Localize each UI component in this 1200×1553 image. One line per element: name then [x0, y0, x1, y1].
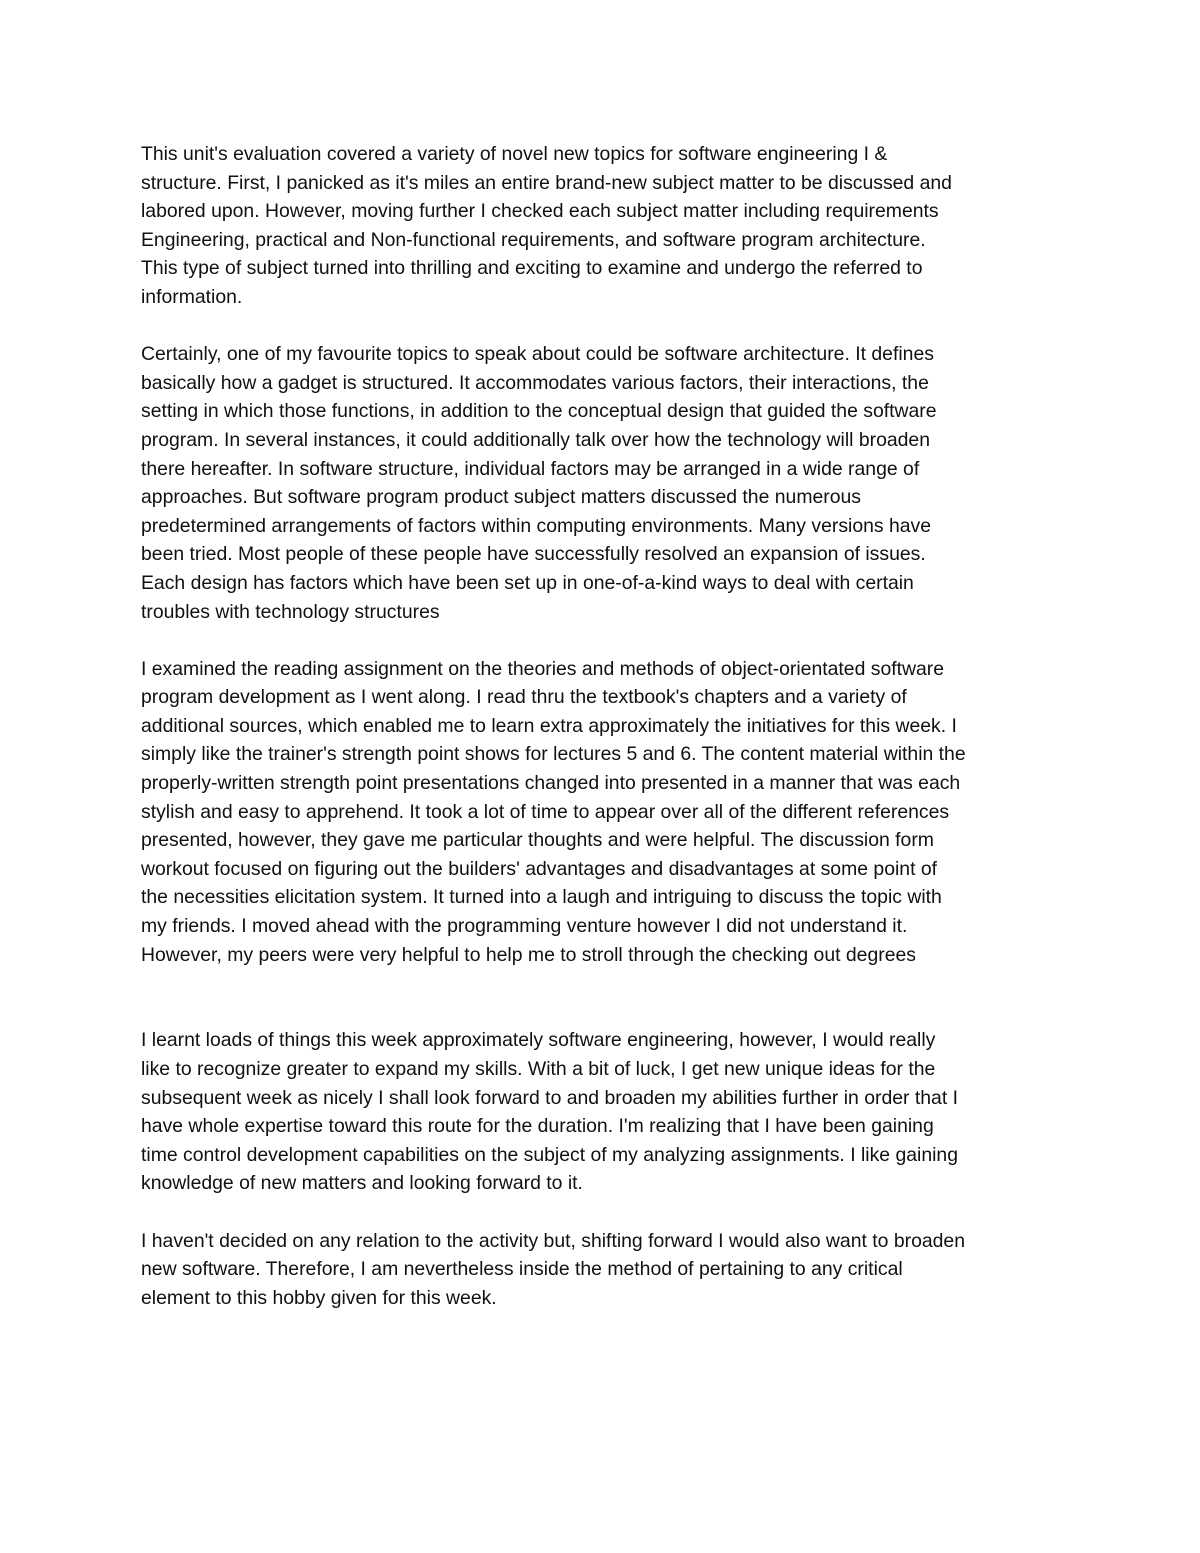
text-line: Each design has factors which have been set up in one-of-a-kind ways to deal with certain	[141, 571, 914, 594]
text-line: approaches. But software program product subject matters discussed the numerous	[141, 486, 861, 509]
text-line: Certainly, one of my favourite topics to speak about could be software architecture. It defines	[141, 343, 934, 366]
text-line: element to this hobby given for this week.	[141, 1286, 497, 1309]
paragraph-reading-assignment	[141, 655, 1071, 970]
text-line: structure. First, I panicked as it's miles an entire brand-new subject matter to be discussed and	[141, 171, 952, 194]
text-line: predetermined arrangements of factors within computing environments. Many versions have	[141, 514, 932, 537]
text-line: like to recognize greater to expand my skills. With a bit of luck, I get new unique ideas for the	[141, 1058, 936, 1080]
text-line: Engineering, practical and Non-functional requirements, and software program architecture.	[141, 228, 926, 251]
text-line: my friends. I moved ahead with the programming venture however I did not understand it.	[141, 915, 908, 938]
text-line: been tried. Most people of these people have successfully resolved an expansion of issues.	[141, 543, 926, 566]
text-line: I learnt loads of things this week approximately software engineering, however, I would really	[141, 1029, 936, 1052]
text-line: workout focused on figuring out the builders' advantages and disadvantages at some point of	[141, 857, 938, 880]
text-line: new software. Therefore, I am nevertheless inside the method of pertaining to any critical	[141, 1258, 903, 1281]
text-line: I haven't decided on any relation to the activity but, shifting forward I would also want to broaden	[141, 1229, 965, 1252]
text-line: I examined the reading assignment on the theories and methods of object-orientated software	[141, 657, 945, 680]
text-line: additional sources, which enabled me to learn extra approximately the initiatives for this week. I	[141, 714, 957, 737]
text-line: information.	[141, 285, 243, 308]
paragraph-evaluation-intro	[141, 140, 1071, 312]
text-line: This unit's evaluation covered a variety of novel new topics for software engineering I &	[141, 143, 888, 165]
text-line: have whole expertise toward this route for the duration. I'm realizing that I have been gaining	[141, 1115, 934, 1138]
paragraph-spacer	[141, 626, 1071, 655]
paragraph-activity-relation	[141, 1227, 1071, 1313]
text-line: However, my peers were very helpful to help me to stroll through the checking out degrees	[141, 943, 916, 966]
document-body	[141, 140, 1071, 1312]
text-line: setting in which those functions, in addition to the conceptual design that guided the software	[141, 400, 937, 423]
text-line: simply like the trainer's strength point shows for lectures 5 and 6. The content material within the	[141, 743, 966, 766]
text-line: This type of subject turned into thrilling and exciting to examine and undergo the referred to	[141, 257, 923, 280]
paragraph-spacer	[141, 312, 1071, 341]
text-line: stylish and easy to apprehend. It took a lot of time to appear over all of the different references	[141, 800, 950, 823]
paragraph-software-architecture	[141, 340, 1071, 626]
text-line: time control development capabilities on the subject of my analyzing assignments. I like gaining	[141, 1143, 959, 1166]
text-line: the necessities elicitation system. It turned into a laugh and intriguing to discuss the topic with	[141, 886, 942, 909]
text-line: program. In several instances, it could additionally talk over how the technology will broaden	[141, 428, 930, 451]
text-line: knowledge of new matters and looking forward to it.	[141, 1172, 583, 1195]
text-line: basically how a gadget is structured. It accommodates various factors, their interactions, the	[141, 371, 929, 394]
text-line: there hereafter. In software structure, individual factors may be arranged in a wide range of	[141, 457, 920, 480]
text-line: subsequent week as nicely I shall look forward to and broaden my abilities further in order that I	[141, 1086, 959, 1109]
paragraph-learning-reflection	[141, 1026, 1071, 1198]
text-line: program development as I went along. I read thru the textbook's chapters and a variety of	[141, 686, 907, 709]
paragraph-spacer	[141, 1198, 1071, 1227]
text-line: troubles with technology structures	[141, 600, 440, 623]
text-line: presented, however, they gave me particular thoughts and were helpful. The discussion form	[141, 829, 934, 852]
text-line: labored upon. However, moving further I checked each subject matter including requirements	[141, 200, 939, 223]
paragraph-spacer	[141, 969, 1071, 1026]
text-line: properly-written strength point presentations changed into presented in a manner that was each	[141, 772, 961, 795]
